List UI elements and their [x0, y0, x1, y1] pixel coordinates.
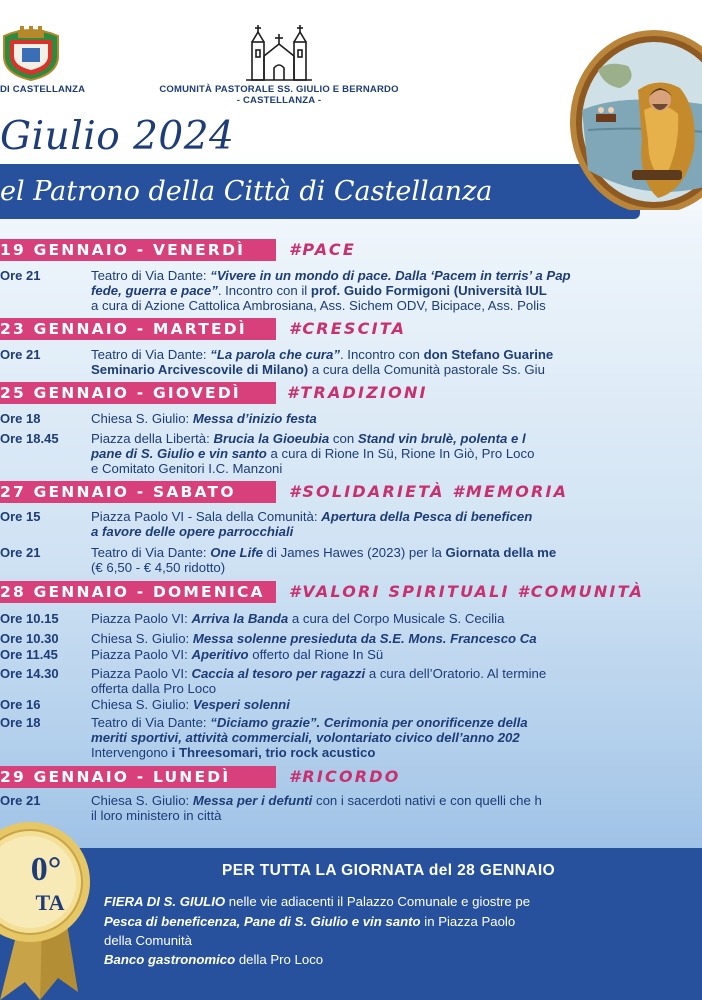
town-name: DI CASTELLANZA	[0, 84, 86, 95]
text-segment: (€ 6,50 - € 4,50 ridotto)	[91, 560, 226, 575]
text-segment: offerta dalla Pro Loco	[91, 681, 217, 696]
text-segment: i Threesomari, trio rock acustico	[171, 745, 376, 760]
text-segment: Chiesa S. Giulio:	[91, 631, 193, 646]
event-description-line	[91, 461, 282, 476]
day-date-bar: 28 GENNAIO - DOMENICA	[0, 581, 276, 603]
day-date-bar: 23 GENNAIO - MARTEDÌ	[0, 318, 276, 340]
text-segment: “Diciamo grazie”. Cerimonia per onorificenze della	[210, 715, 528, 730]
text-segment: con i sacerdoti nativi e con quelli che h	[312, 793, 542, 808]
event-description-line	[91, 611, 504, 626]
text-segment: “Vivere in un mondo di pace. Dalla ‘Pacem in terris’ a Pap	[210, 268, 571, 283]
day-date-bar: 25 GENNAIO - GIOVEDÌ	[0, 382, 276, 404]
text-segment: Brucia la Gioeubia	[213, 431, 330, 446]
text-segment: Piazza Paolo VI - Sala della Comunità:	[91, 509, 322, 524]
event-time: Ore 10.15	[0, 611, 59, 626]
text-segment: della Pro Loco	[235, 952, 324, 967]
event-description-line	[91, 560, 225, 575]
page-title: Giulio 2024	[0, 114, 235, 159]
event-time: Ore 21	[0, 347, 41, 362]
text-segment: Aperitivo	[191, 647, 249, 662]
event-description-line	[91, 509, 532, 524]
text-segment: . Incontro con	[339, 347, 424, 362]
text-segment: Teatro di Via Dante:	[91, 715, 211, 730]
event-description-line	[91, 631, 537, 646]
text-segment: Chiesa S. Giulio:	[91, 411, 193, 426]
event-time: Ore 18	[0, 715, 41, 730]
text-segment: a cura di Rione In Sü, Rione In Giò, Pro Loco	[266, 446, 535, 461]
text-segment: FIERA DI S. GIULIO	[104, 894, 226, 909]
event-description-line	[91, 745, 375, 760]
text-segment: Chiesa S. Giulio:	[91, 793, 193, 808]
text-segment: e Comitato Genitori I.C. Manzoni	[91, 461, 283, 476]
parish-line-2: - CASTELLANZA -	[236, 95, 322, 106]
text-segment: a favore delle opere parrocchiali	[91, 524, 294, 539]
footer-line	[104, 914, 515, 929]
text-segment: don Stefano Guarine	[423, 347, 554, 362]
text-segment: Arriva la Banda	[191, 611, 289, 626]
text-segment: Teatro di Via Dante:	[91, 545, 211, 560]
text-segment: Seminario Arcivescovile di Milano)	[91, 362, 309, 377]
event-description-line	[91, 411, 317, 426]
badge-number: 0°	[30, 851, 62, 888]
event-description-line	[91, 298, 546, 313]
event-description-line	[91, 681, 216, 696]
text-segment: Piazza Paolo VI:	[91, 647, 192, 662]
day-date-bar: 19 GENNAIO - VENERDÌ	[0, 239, 276, 261]
event-description-line	[91, 647, 383, 662]
event-time: Ore 16	[0, 697, 41, 712]
text-segment: Piazza Paolo VI:	[91, 611, 192, 626]
text-segment: Intervengono	[91, 745, 172, 760]
text-segment: il loro ministero in città	[91, 808, 222, 823]
saint-medallion-painting	[568, 30, 702, 210]
text-segment: One Life	[210, 545, 264, 560]
event-time: Ore 14.30	[0, 666, 59, 681]
text-segment: offerto dal Rione In Sü	[248, 647, 384, 662]
footer-line	[104, 933, 192, 948]
text-segment: Teatro di Via Dante:	[91, 268, 211, 283]
anniversary-ribbon-badge	[0, 810, 90, 1000]
event-description-line	[91, 666, 546, 681]
text-segment: Piazza della Libertà:	[91, 431, 214, 446]
event-time: Ore 10.30	[0, 631, 59, 646]
footer-line	[104, 894, 530, 909]
day-hashtag: #RICORDO	[289, 767, 401, 786]
event-time: Ore 21	[0, 268, 41, 283]
text-segment: a cura del Corpo Musicale S. Cecilia	[288, 611, 505, 626]
day-date-bar: 29 GENNAIO - LUNEDÌ	[0, 766, 276, 788]
event-time: Ore 15	[0, 509, 41, 524]
event-description-line	[91, 808, 221, 823]
event-description-line	[91, 431, 526, 446]
text-segment: Piazza Paolo VI:	[91, 666, 192, 681]
church-logo-icon	[244, 22, 314, 84]
text-segment: di James Hawes (2023) per la	[263, 545, 446, 560]
text-segment: Stand vin brulè, polenta e l	[357, 431, 526, 446]
text-segment: Chiesa S. Giulio:	[91, 697, 193, 712]
event-description-line	[91, 283, 547, 298]
text-segment: meriti sportivi, attività commerciali, volontariato civico dell’anno 202	[91, 730, 520, 745]
parish-line-1: COMUNITÀ PASTORALE SS. GIULIO E BERNARDO	[159, 84, 399, 95]
day-hashtag: #CRESCITA	[289, 319, 407, 338]
event-description-line	[91, 697, 290, 712]
event-description-line	[91, 347, 553, 362]
event-description-line	[91, 730, 520, 745]
text-segment: a cura dell’Oratorio. Al termine	[365, 666, 547, 681]
text-segment: Messa d’inizio festa	[192, 411, 317, 426]
event-description-line	[91, 362, 545, 377]
event-time: Ore 18.45	[0, 431, 59, 446]
text-segment: fede, guerra e pace”	[91, 283, 218, 298]
event-description-line	[91, 446, 534, 461]
text-segment: Banco gastronomico	[104, 952, 236, 967]
text-segment: Caccia al tesoro per ragazzi	[191, 666, 366, 681]
footer-line	[104, 952, 323, 967]
text-segment: a cura di Azione Cattolica Ambrosiana, Ass. Sichem ODV, Bicipace, Ass. Polis	[91, 298, 546, 313]
text-segment: pane di S. Giulio e vin santo	[91, 446, 267, 461]
day-hashtag: #PACE	[289, 240, 356, 259]
text-segment: Messa solenne presieduta da S.E. Mons. Francesco Ca	[192, 631, 537, 646]
text-segment: prof. Guido Formigoni (Università IUL	[310, 283, 547, 298]
text-segment: Giornata della me	[445, 545, 557, 560]
parish-name	[152, 84, 406, 106]
day-hashtag: #VALORI SPIRITUALI #COMUNITÀ	[289, 582, 645, 601]
text-segment: Teatro di Via Dante:	[91, 347, 211, 362]
text-segment: “La parola che cura”	[210, 347, 340, 362]
text-segment: della Comunità	[104, 933, 192, 948]
text-segment: Messa per i defunti	[192, 793, 313, 808]
event-time: Ore 18	[0, 411, 41, 426]
castellanza-coat-of-arms-icon	[0, 22, 62, 82]
text-segment: in Piazza Paolo	[420, 914, 516, 929]
day-hashtag: #TRADIZIONI	[287, 383, 428, 402]
event-time: Ore 11.45	[0, 647, 58, 662]
text-segment: Pesca di beneficenza, Pane di S. Giulio e vin santo	[104, 914, 421, 929]
footer-heading: PER TUTTA LA GIORNATA del 28 GENNAIO	[222, 862, 556, 879]
badge-text: TA	[35, 890, 65, 915]
text-segment: Apertura della Pesca di beneficen	[321, 509, 533, 524]
event-time: Ore 21	[0, 793, 41, 808]
text-segment: . Incontro con il	[217, 283, 311, 298]
page-subtitle: el Patrono della Città di Castellanza	[0, 176, 493, 207]
text-segment: a cura della Comunità pastorale Ss. Giu	[308, 362, 545, 377]
event-description-line	[91, 793, 542, 808]
text-segment: nelle vie adiacenti il Palazzo Comunale e giostre pe	[225, 894, 531, 909]
text-segment: con	[329, 431, 358, 446]
event-description-line	[91, 524, 293, 539]
event-description-line	[91, 545, 556, 560]
event-description-line	[91, 268, 571, 283]
event-description-line	[91, 715, 528, 730]
text-segment: Vesperi solenni	[192, 697, 290, 712]
day-hashtag: #SOLIDARIETÀ #MEMORIA	[289, 482, 569, 501]
day-date-bar: 27 GENNAIO - SABATO	[0, 481, 276, 503]
event-time: Ore 21	[0, 545, 41, 560]
